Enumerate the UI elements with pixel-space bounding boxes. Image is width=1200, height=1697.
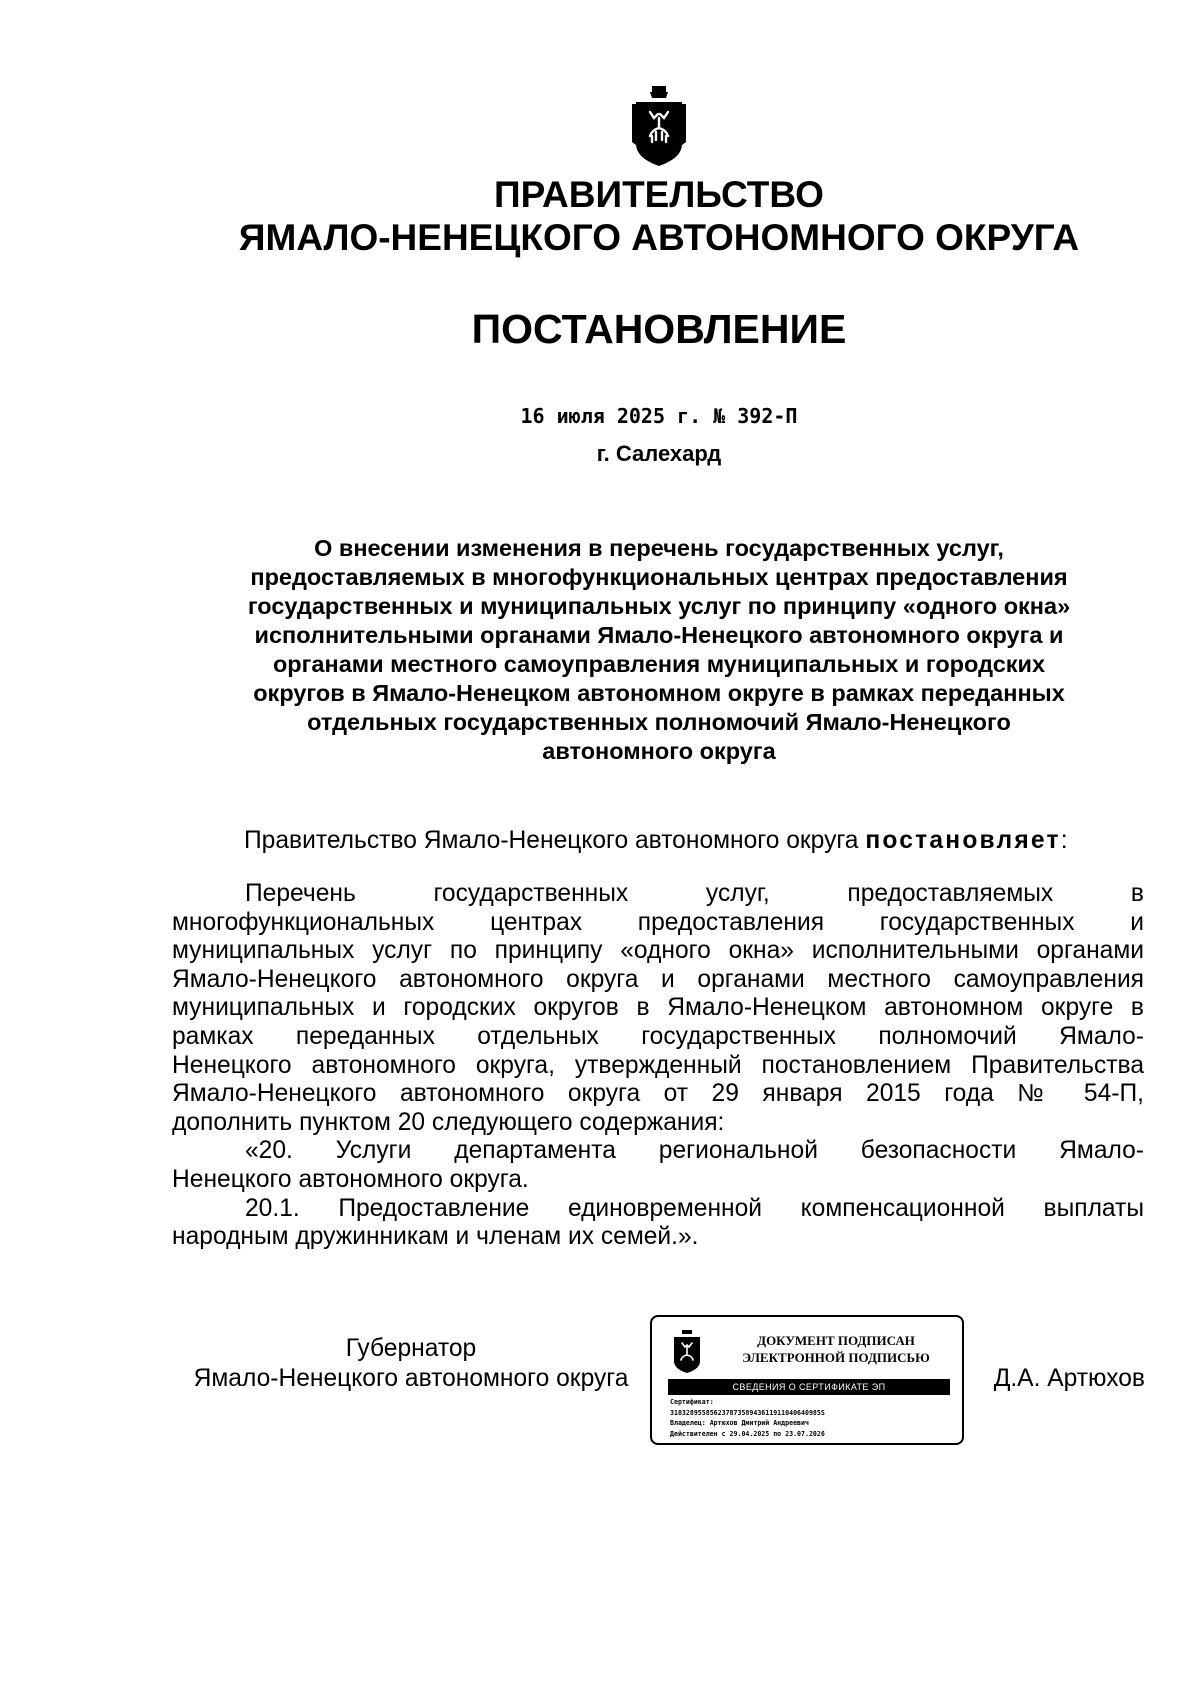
intro-colon: : [1060, 827, 1068, 854]
body-line: многофункциональных центрах предоставления государственных и [172, 908, 1144, 936]
coat-of-arms-emblem [630, 84, 688, 170]
signatory-position [172, 1334, 650, 1394]
stamp-cert-label: Сертификат: [670, 1398, 714, 1406]
electronic-signature-stamp [650, 1315, 964, 1445]
stamp-title-line1: ДОКУМЕНТ ПОДПИСАН [757, 1333, 915, 1348]
body-line: Ненецкого автономного округа. [172, 1165, 529, 1193]
stamp-certificate-bar: СВЕДЕНИЯ О СЕРТИФИКАТЕ ЭП [668, 1379, 950, 1395]
title-line: О внесении изменения в перечень государственных услуг, [314, 535, 1004, 561]
body-line: Ненецкого автономного округа, утвержденный постановлением Правительства [172, 1051, 1144, 1079]
body-line: Ямало-Ненецкого автономного округа от 29 января 2015 года № 54-П, [172, 1080, 1144, 1108]
intro-text: Правительство Ямало-Ненецкого автономного округа [244, 827, 866, 854]
body-line: 20.1. Предоставление единовременной компенсационной выплаты [245, 1194, 1144, 1222]
body-line: «20. Услуги департамента региональной безопасности Ямало- [245, 1137, 1144, 1165]
body-line: дополнить пунктом 20 следующего содержания: [172, 1108, 725, 1136]
body-line: рамках переданных отдельных государственных полномочий Ямало- [172, 1022, 1144, 1050]
title-line: отдельных государственных полномочий Ямало-Ненецкого [307, 709, 1011, 735]
decree-intro [172, 826, 1144, 856]
document-title [196, 534, 1122, 766]
stamp-validity: Действителен с 29.04.2025 по 23.07.2026 [670, 1429, 825, 1438]
stamp-certificate-info [670, 1397, 955, 1439]
body-line: муниципальных и городских округов в Ямало-Ненецком автономном округе в [172, 994, 1144, 1022]
stamp-cert-number: 31032895585623787358943611911040640985S [670, 1408, 825, 1417]
title-line: округов в Ямало-Ненецком автономном округе в рамках переданных [253, 680, 1065, 706]
title-line: исполнительными органами Ямало-Ненецкого автономного округа и [254, 622, 1064, 648]
position-line1: Губернатор [345, 1335, 477, 1362]
title-line: государственных и муниципальных услуг по принципу «одного окна» [247, 593, 1071, 619]
organization-name-line2: ЯМАЛО-НЕНЕЦКОГО АВТОНОМНОГО ОКРУГА [238, 217, 1080, 258]
signatory-name: Д.А. Артюхов [993, 1365, 1145, 1392]
document-type: ПОСТАНОВЛЕНИЕ [471, 306, 847, 352]
decree-body [172, 880, 1144, 1252]
organization-name-line1: ПРАВИТЕЛЬСТВО [494, 174, 824, 215]
intro-keyword: постановляет [865, 827, 1061, 854]
body-line: Перечень государственных услуг, предоставляемых в [245, 880, 1144, 907]
coat-of-arms-icon [670, 1329, 704, 1375]
date-and-number: 16 июля 2025 г. № 392-П [520, 404, 798, 428]
city: г. Салехард [596, 441, 722, 466]
stamp-title-line2: ЭЛЕКТРОННОЙ ПОДПИСЬЮ [742, 1350, 930, 1365]
body-line: муниципальных услуг по принципу «одного окна» исполнительными органами [172, 937, 1144, 965]
position-line2: Ямало-Ненецкого автономного округа [193, 1365, 629, 1392]
title-line: предоставляемых в многофункциональных центрах предоставления [250, 564, 1068, 590]
stamp-owner: Владелец: Артюхов Дмитрий Андреевич [670, 1419, 809, 1427]
body-line: народным дружинникам и членам их семей.». [172, 1223, 699, 1251]
body-line: Ямало-Ненецкого автономного округа и органами местного самоуправления [172, 965, 1144, 993]
title-line: органами местного самоуправления муниципальных и городских [272, 651, 1046, 677]
title-line: автономного округа [542, 738, 776, 764]
